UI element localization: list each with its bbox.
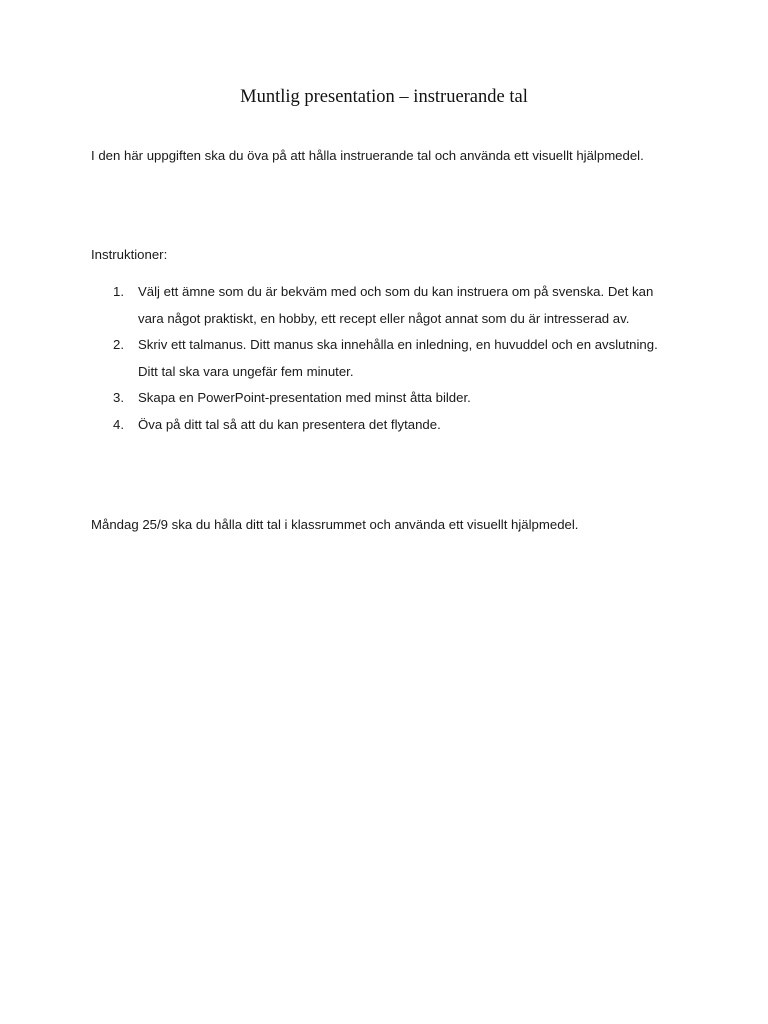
instruction-text: Öva på ditt tal så att du kan presentera det flytande. (138, 416, 441, 432)
instruction-number: 1. (113, 284, 124, 299)
document-title: Muntlig presentation – instruerande tal (240, 87, 528, 107)
intro-paragraph: I den här uppgiften ska du öva på att hålla instruerande tal och använda ett visuellt hjälpmedel. (91, 148, 644, 163)
instruction-item (91, 412, 681, 439)
instruction-text: Skapa en PowerPoint-presentation med minst åtta bilder. (138, 390, 471, 405)
instructions-heading: Instruktioner: (91, 247, 168, 262)
instruction-number: 3. (113, 390, 124, 405)
instruction-number: 4. (113, 416, 124, 432)
instruction-text: Skriv ett talmanus. Ditt manus ska innehålla en inledning, en huvuddel och en avslutning. Ditt tal ska vara ungefär fem minuter. (138, 337, 658, 379)
instruction-item (91, 279, 681, 332)
instruction-item (91, 332, 681, 385)
deadline-paragraph: Måndag 25/9 ska du hålla ditt tal i klassrummet och använda ett visuellt hjälpmedel. (91, 517, 579, 532)
instructions-list (91, 279, 681, 438)
instruction-item (91, 385, 681, 412)
instruction-number: 2. (113, 337, 124, 352)
instruction-text: Välj ett ämne som du är bekväm med och som du kan instruera om på svenska. Det kan vara något praktiskt, en hobby, ett recept eller något annat som du är intresserad av. (138, 284, 654, 326)
